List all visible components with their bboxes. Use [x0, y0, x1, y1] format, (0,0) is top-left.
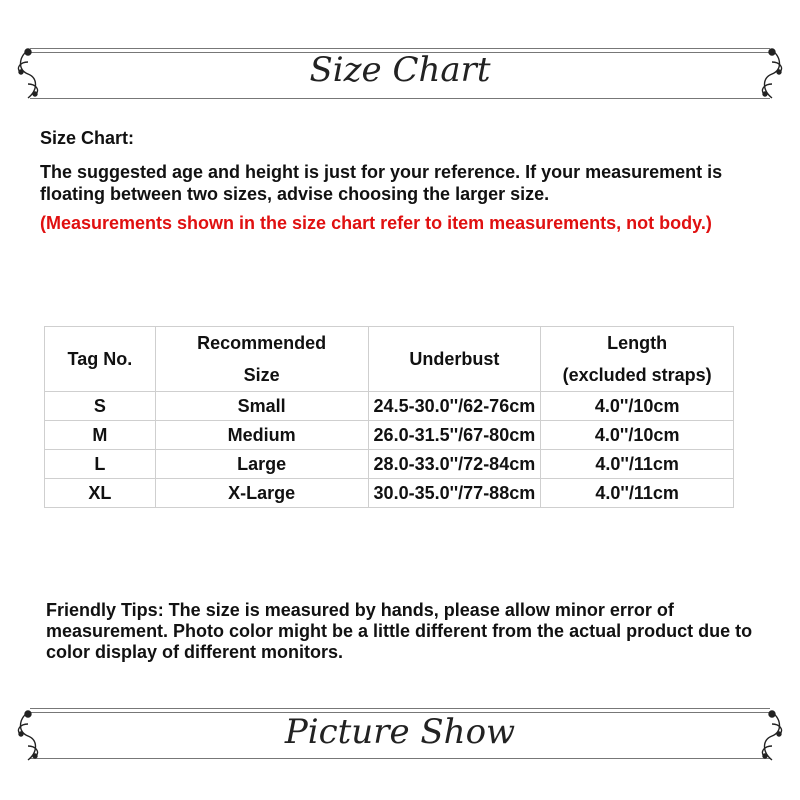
header-label: Length: [607, 333, 668, 353]
table-row: [45, 450, 734, 479]
column-header-size: [155, 327, 368, 392]
size-chart-banner: [0, 40, 800, 110]
column-header-tag: [45, 327, 156, 392]
table-cell: 4.0''/10cm: [541, 421, 734, 450]
table-cell: Medium: [155, 421, 368, 450]
table-cell: 30.0-35.0''/77-88cm: [368, 479, 541, 508]
table-cell: L: [45, 450, 156, 479]
table-cell: Large: [155, 450, 368, 479]
header-label: Tag No.: [67, 349, 133, 369]
section-heading: Size Chart:: [40, 128, 135, 148]
table-cell: 28.0-33.0''/72-84cm: [368, 450, 541, 479]
banner-rule: [30, 98, 770, 99]
header-label: Recommended: [197, 333, 327, 353]
intro-paragraph: The suggested age and height is just for your reference. If your measurement is floating between two sizes, advise choosing the larger size.: [40, 162, 723, 204]
table-cell: 26.0-31.5''/67-80cm: [368, 421, 541, 450]
banner-rule: [30, 758, 770, 759]
table-cell: 4.0''/11cm: [541, 450, 734, 479]
column-header-length: [541, 327, 734, 392]
table-cell: S: [45, 392, 156, 421]
column-header-underbust: [368, 327, 541, 392]
table-row: [45, 479, 734, 508]
header-sublabel: (excluded straps): [562, 365, 712, 385]
friendly-tips: Friendly Tips: The size is measured by hands, please allow minor error of measurement. Photo color might be a little different from the actual product due to color display of different monitors.: [46, 600, 753, 662]
size-table: [44, 326, 734, 508]
table-cell: XL: [45, 479, 156, 508]
banner-rule: [30, 708, 770, 709]
table-cell: X-Large: [155, 479, 368, 508]
header-sublabel: Size: [243, 365, 280, 385]
table-cell: 24.5-30.0''/62-76cm: [368, 392, 541, 421]
table-row: [45, 392, 734, 421]
table-header-row: [45, 327, 734, 392]
header-label: Underbust: [409, 349, 500, 369]
banner-title: Picture Show: [284, 712, 516, 752]
table-cell: M: [45, 421, 156, 450]
picture-show-banner: [0, 700, 800, 770]
table-cell: Small: [155, 392, 368, 421]
measurement-notice: (Measurements shown in the size chart refer to item measurements, not body.): [40, 213, 712, 233]
banner-title: Size Chart: [309, 50, 491, 90]
table-cell: 4.0''/11cm: [541, 479, 734, 508]
table-cell: 4.0''/10cm: [541, 392, 734, 421]
table-row: [45, 421, 734, 450]
banner-rule: [30, 48, 770, 49]
